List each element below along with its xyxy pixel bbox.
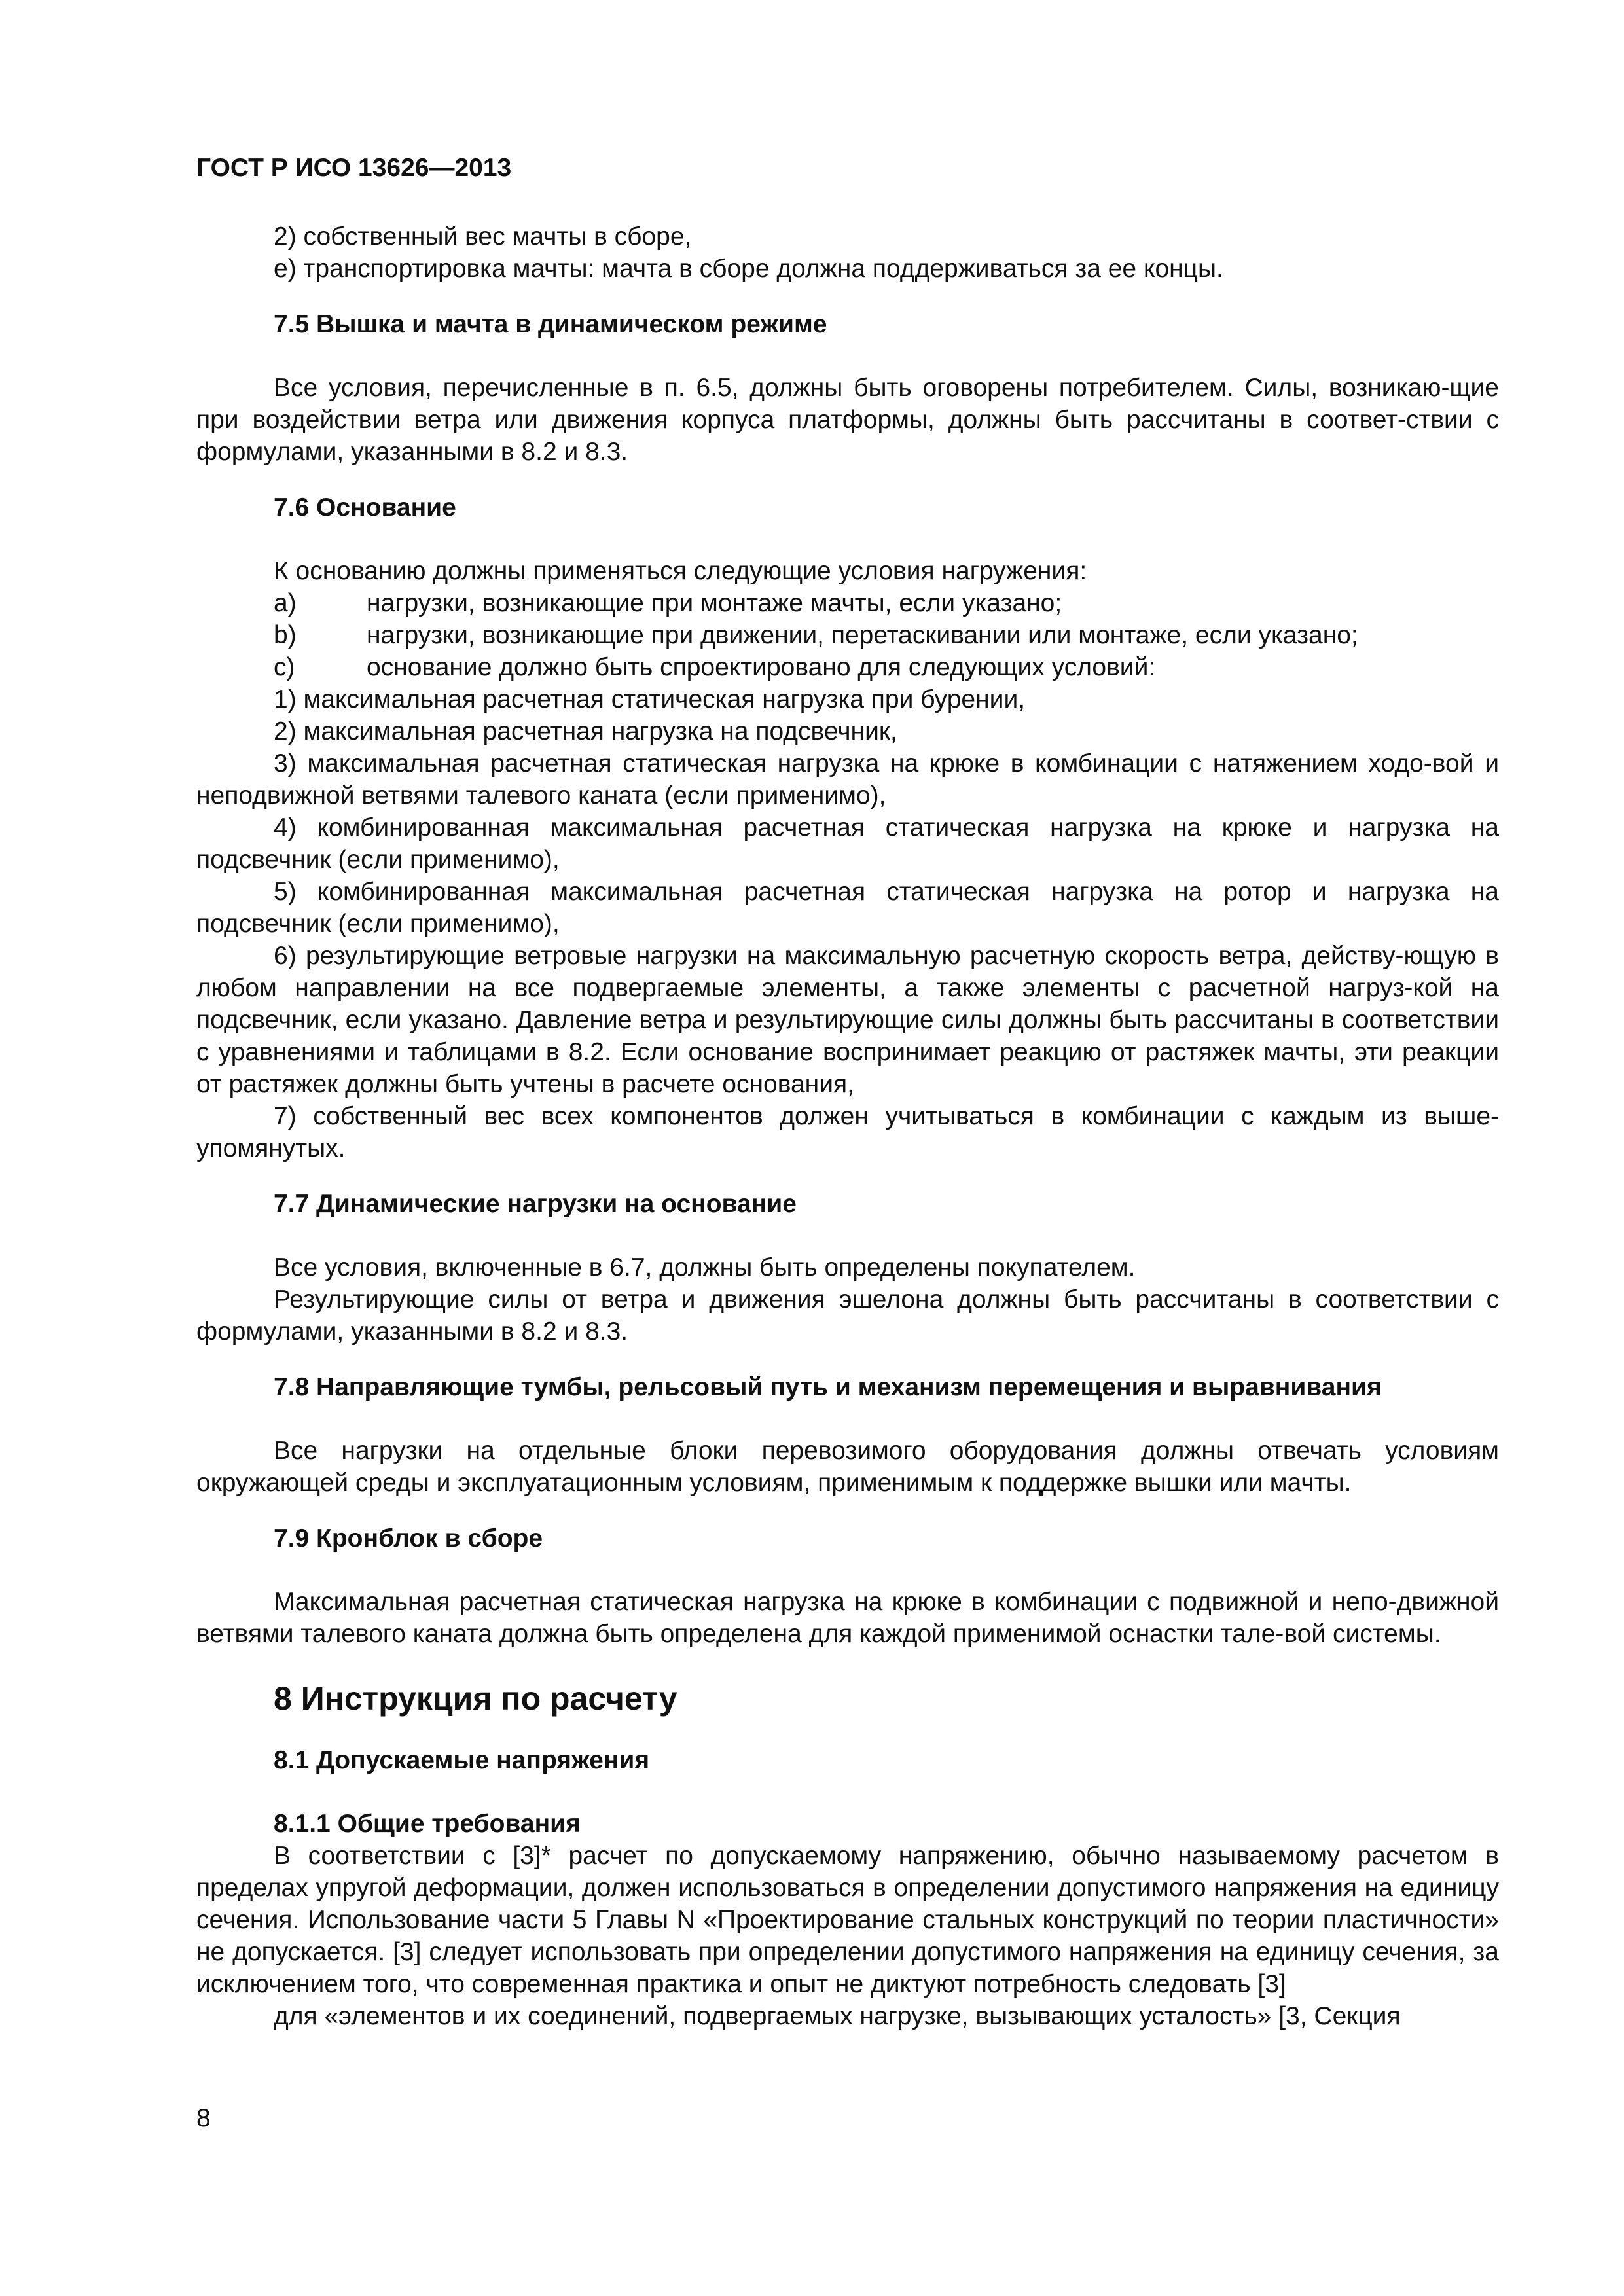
section-7-8-text: Все нагрузки на отдельные блоки перевозимого оборудования должны отвечать условиям окружающей среды и эксплуатационным условиям, применимым к поддержке вышки или мачты. bbox=[196, 1437, 1499, 1497]
section-8-title: 8 Инструкция по расчету bbox=[274, 1680, 677, 1717]
list-item-a bbox=[196, 587, 1499, 619]
list-item-5: 5) комбинированная максимальная расчетная статическая нагрузка на ротор и нагрузка на подсвечник (если применимо), bbox=[196, 878, 1499, 938]
section-7-5-text: Все условия, перечисленные в п. 6.5, должны быть оговорены потребителем. Силы, возникаю-щие при воздействии ветра или движения корпуса платформы, должны быть рассчитаны в соответ-ствии с формулами, указанными в 8.2 и 8.3. bbox=[196, 374, 1499, 466]
list-item-2: 2) максимальная расчетная нагрузка на подсвечник, bbox=[274, 717, 897, 745]
section-7-9-text: Максимальная расчетная статическая нагрузка на крюке в комбинации с подвижной и непо-движной ветвями талевого каната должна быть определена для каждой применимой оснастки тале-вой системы. bbox=[196, 1588, 1499, 1648]
list-item-4: 4) комбинированная максимальная расчетная статическая нагрузка на крюке и нагрузка на подсвечник (если применимо), bbox=[196, 814, 1499, 874]
list-item-c bbox=[196, 651, 1499, 683]
section-7-5-title: 7.5 Вышка и мачта в динамическом режиме bbox=[274, 310, 827, 338]
list-mark: a) bbox=[274, 589, 297, 617]
intro-line-1: 2) собственный вес мачты в сборе, bbox=[274, 223, 692, 251]
list-text: нагрузки, возникающие при монтаже мачты, если указано; bbox=[367, 589, 1062, 617]
list-item-1: 1) максимальная расчетная статическая нагрузка при бурении, bbox=[274, 685, 1026, 713]
list-item-7: 7) собственный вес всех компонентов должен учитываться в комбинации с каждым из выше-упомянутых. bbox=[196, 1102, 1499, 1162]
list-item-3: 3) максимальная расчетная статическая нагрузка на крюке в комбинации с натяжением ходо-вой и неподвижной ветвями талевого каната (если применимо), bbox=[196, 749, 1499, 810]
list-text: нагрузки, возникающие при движении, перетаскивании или монтаже, если указано; bbox=[367, 621, 1358, 649]
section-7-8-title: 7.8 Направляющие тумбы, рельсовый путь и механизм перемещения и выравнивания bbox=[274, 1373, 1382, 1401]
section-8-1-title: 8.1 Допускаемые напряжения bbox=[274, 1746, 650, 1774]
section-7-7-text-2: Результирующие силы от ветра и движения эшелона должны быть рассчитаны в соответствии с формулами, указанными в 8.2 и 8.3. bbox=[196, 1285, 1499, 1346]
section-8-1-1-text-2: для «элементов и их соединений, подвергаемых нагрузке, вызывающих усталость» [3, Секция bbox=[274, 2002, 1401, 2030]
section-8-1-1-text-1: В соответствии с [3]* расчет по допускаемому напряжению, обычно называемому расчетом в пределах упругой деформации, должен использоваться в определении допустимого напряжения на единицу сечения. Использование части 5 Главы N «Проектирование стальных конструкций по теории пластичности» не допускается. [3] следует использовать при определении допустимого напряжения на единицу сечения, за исключением того, что современная практика и опыт не диктуют потребность следовать [3] bbox=[196, 1842, 1499, 1998]
section-7-6-title: 7.6 Основание bbox=[274, 493, 456, 522]
section-7-6-lead: К основанию должны применяться следующие условия нагружения: bbox=[274, 557, 1087, 585]
page-number: 8 bbox=[196, 2104, 211, 2132]
section-7-7-text-1: Все условия, включенные в 6.7, должны быть определены покупателем. bbox=[274, 1253, 1136, 1282]
intro-line-2: e) транспортировка мачты: мачта в сборе должна поддерживаться за ее концы. bbox=[274, 255, 1223, 283]
section-8-1-1-title: 8.1.1 Общие требования bbox=[274, 1810, 581, 1838]
document-code: ГОСТ Р ИСО 13626—2013 bbox=[196, 154, 512, 182]
list-item-6: 6) результирующие ветровые нагрузки на максимальную расчетную скорость ветра, действу-ющую в любом направлении на все подвергаемые элементы, а также элементы с расчетной нагруз-кой на подсвечник, если указано. Давление ветра и результирующие силы должны быть рассчитаны в соответствии с уравнениями и таблицами в 8.2. Если основание воспринимает реакцию от растяжек мачты, эти реакции от растяжек должны быть учтены в расчете основания, bbox=[196, 942, 1499, 1098]
list-item-b bbox=[196, 619, 1499, 651]
list-text: основание должно быть спроектировано для следующих условий: bbox=[367, 653, 1156, 681]
document-page bbox=[196, 131, 1499, 2160]
list-mark: c) bbox=[274, 653, 295, 681]
list-mark: b) bbox=[274, 621, 297, 649]
section-7-7-title: 7.7 Динамические нагрузки на основание bbox=[274, 1190, 797, 1218]
section-7-9-title: 7.9 Кронблок в сборе bbox=[274, 1524, 543, 1552]
